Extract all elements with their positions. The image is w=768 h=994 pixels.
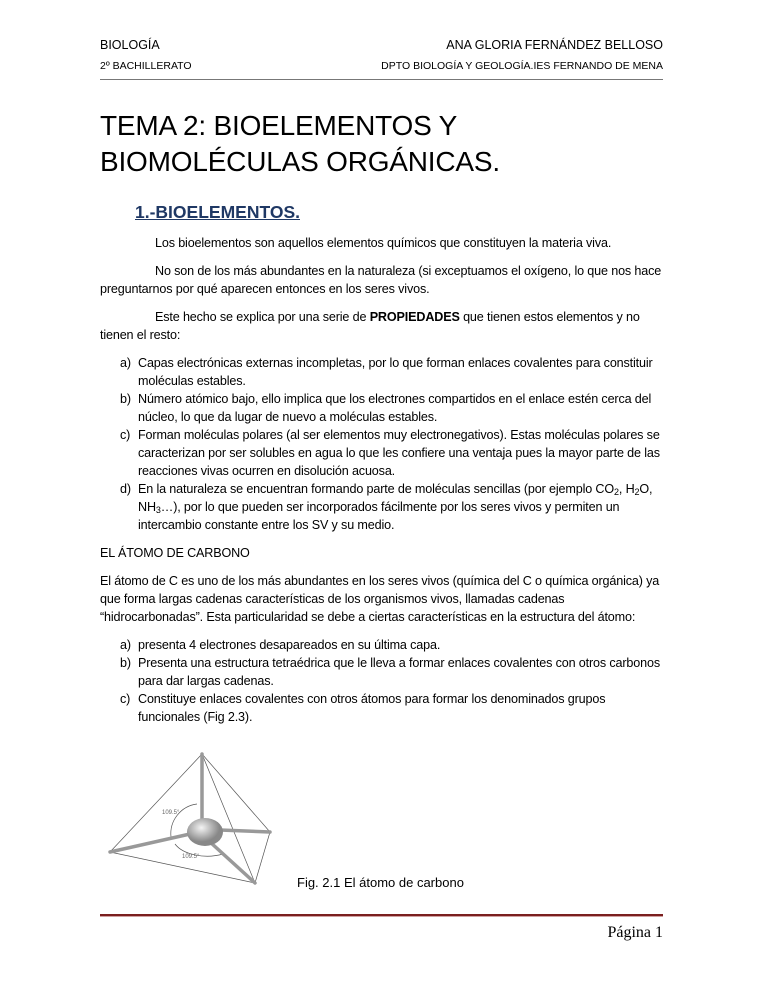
bold-term: PROPIEDADES [369,310,460,324]
paragraph: No son de los más abundantes en la naturaleza (si exceptuamos el oxígeno, lo que nos hace preguntarnos por qué aparecen entonces en los seres vivos. [100,264,662,296]
paragraph: Este hecho se explica por una serie de PROPIEDADES que tienen estos elementos y no tienen el resto: [100,310,640,342]
list-item: b) Presenta una estructura tetraédrica que le lleva a formar enlaces covalentes con otros carbonos para dar largas cadenas. [120,656,660,688]
properties-list [120,354,663,534]
header-subject: BIOLOGÍA [100,38,160,52]
paragraph: El átomo de C es uno de los más abundantes en los seres vivos (química del C o química orgánica) ya que forma largas cadenas características de los organismos vivos, llamadas cadenas “hidrocarbonadas”. Esta particularidad se debe a ciertas características en la estructura del átomo: [100,574,660,624]
list-item: a) Capas electrónicas externas incompletas, por lo que forman enlaces covalentes para constituir moléculas estables. [120,356,653,388]
header-department: DPTO BIOLOGÍA Y GEOLOGÍA.IES FERNANDO DE MENA [381,60,663,72]
header-divider [100,79,663,80]
footer-divider [100,914,663,917]
list-item: b) Número atómico bajo, ello implica que los electrones compartidos en el enlace estén cerca del núcleo, lo que da lugar de nuevo a moléculas estables. [120,392,652,424]
subheading: EL ÁTOMO DE CARBONO [100,546,250,560]
page-title: TEMA 2: BIOELEMENTOS Y BIOMOLÉCULAS ORGÁNICAS. [100,110,500,177]
document-body [100,234,663,736]
list-item: c) Constituye enlaces covalentes con otros átomos para formar los denominados grupos funcionales (Fig 2.3). [120,692,606,724]
list-item: c) Forman moléculas polares (al ser elementos muy electronegativos). Estas moléculas polares se caracterizan por ser solubles en agua lo que les confiere una ventaja pues la mayor parte de las reacciones vivas ocurren en disolución acuosa. [120,428,660,478]
paragraph: Los bioelementos son aquellos elementos químicos que constituyen la materia viva. [155,236,612,250]
list-item: d) En la naturaleza se encuentran formando parte de moléculas sencillas (por ejemplo $CO_2$, $H_2O$, $NH_3\dots$), por lo que pueden ser incorporados fácilmente por los seres vivos y permiten un intercambio constante entre los SV y su medio. [120,482,653,532]
angle-label: 109.5° [162,810,180,816]
section-heading: 1.-BIOELEMENTOS. [135,202,300,222]
page-number: Página 1 [607,924,663,941]
header-author: ANA GLORIA FERNÁNDEZ BELLOSO [446,38,663,52]
figure-caption: Fig. 2.1 El átomo de carbono [297,875,464,890]
carbon-tetrahedron-figure [105,752,305,892]
carbon-list [120,636,663,726]
header-course: 2º BACHILLERATO [100,60,192,72]
angle-label: 109.5° [182,854,200,860]
list-item: a) presenta 4 electrones desapareados en su última capa. [120,638,441,652]
carbon-atom [187,818,223,846]
